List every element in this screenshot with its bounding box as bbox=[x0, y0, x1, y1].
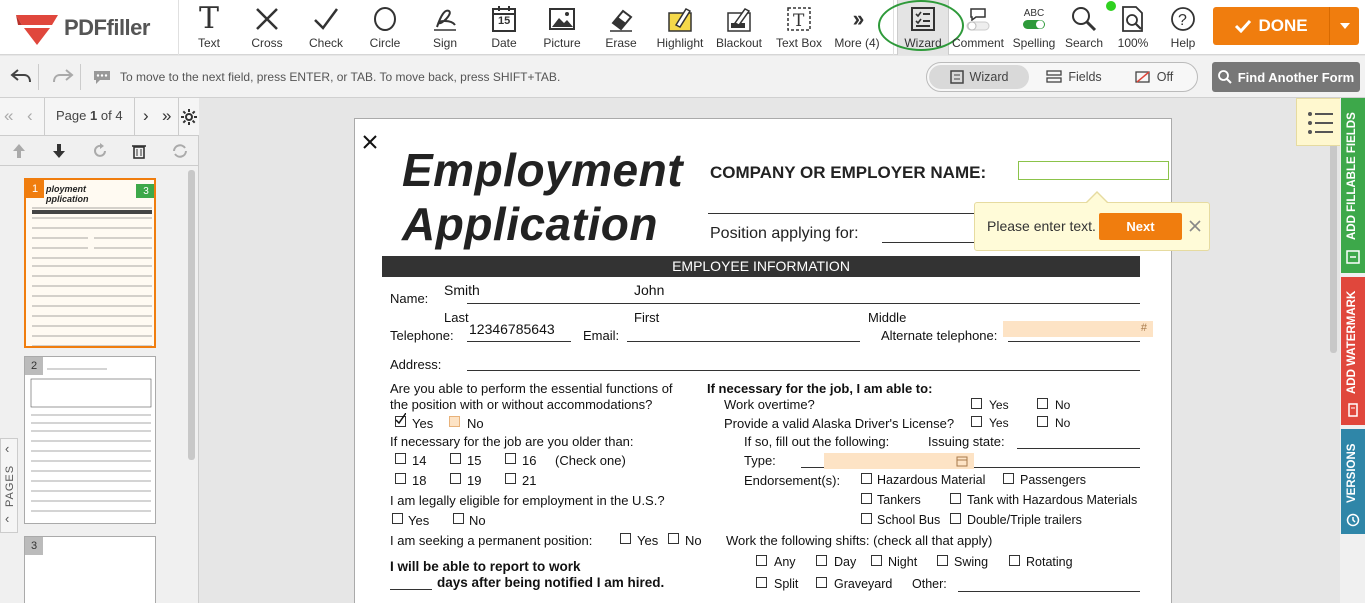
telephone-value[interactable]: 12346785643 bbox=[469, 321, 555, 337]
text-icon: T bbox=[198, 1, 219, 36]
page-indicator-prefix: Page bbox=[56, 108, 87, 123]
close-icon[interactable] bbox=[1189, 220, 1201, 232]
thumbnails-scrollbar[interactable] bbox=[188, 170, 195, 460]
textbox-tool-label: Text Box bbox=[775, 36, 823, 50]
shift-any-label: Any bbox=[774, 555, 796, 569]
help-tool[interactable] bbox=[1160, 0, 1206, 55]
done-main[interactable] bbox=[1213, 7, 1329, 45]
prev-page-button[interactable]: ‹ bbox=[27, 106, 33, 125]
address-label: Address: bbox=[390, 357, 442, 372]
wizard-tool-label: Wizard bbox=[904, 36, 942, 50]
age-21-checkbox[interactable] bbox=[505, 473, 516, 484]
collapse-arrow-icon: ‹ bbox=[5, 511, 10, 526]
more-icon: ›› bbox=[852, 6, 862, 31]
employee-info-header: EMPLOYEE INFORMATION bbox=[382, 256, 1140, 277]
check-icon bbox=[312, 4, 340, 34]
shift-split-label: Split bbox=[774, 577, 799, 591]
help-tool-label: Help bbox=[1170, 36, 1196, 50]
zoom-tool[interactable] bbox=[1110, 0, 1156, 55]
q-eligible: I am legally eligible for employment in the U.S.? bbox=[390, 493, 665, 508]
date-tool[interactable] bbox=[480, 0, 528, 55]
report-line2: days after being notified I am hired. bbox=[437, 575, 665, 590]
report-line1: I will be able to report to work bbox=[390, 559, 581, 574]
shift-other-label: Other: bbox=[912, 577, 947, 591]
license-yes-label: Yes bbox=[989, 416, 1009, 430]
redo-button[interactable] bbox=[52, 68, 74, 89]
delete-page-icon[interactable] bbox=[132, 143, 146, 159]
shifts-label: Work the following shifts: (check all that apply) bbox=[726, 533, 993, 548]
shift-split-checkbox[interactable] bbox=[756, 577, 767, 588]
svg-text:T: T bbox=[793, 11, 805, 31]
license-yes-checkbox[interactable] bbox=[971, 416, 982, 427]
erase-tool[interactable] bbox=[597, 0, 645, 55]
refresh-icon[interactable] bbox=[171, 143, 189, 159]
done-dropdown-toggle[interactable] bbox=[1329, 7, 1359, 45]
overtime-no-label: No bbox=[1055, 398, 1071, 412]
position-label: Position applying for: bbox=[710, 225, 859, 242]
add-fillable-fields-label: ADD FILLABLE FIELDS bbox=[1346, 112, 1358, 240]
blackout-icon bbox=[725, 4, 753, 34]
versions-tab[interactable] bbox=[1341, 429, 1365, 534]
q-permanent: I am seeking a permanent position: bbox=[390, 533, 593, 548]
shift-day-label: Day bbox=[834, 555, 857, 569]
collapse-arrow-icon: ‹ bbox=[5, 441, 10, 456]
fields-mode-icon bbox=[1046, 70, 1062, 84]
form-title-line1: Employment bbox=[402, 144, 684, 196]
page-current-input[interactable]: 1 bbox=[90, 108, 98, 123]
cross-tool-label: Cross bbox=[251, 36, 283, 50]
email-label: Email: bbox=[583, 328, 620, 343]
age-14-label: 14 bbox=[412, 453, 427, 468]
text-tool[interactable] bbox=[185, 0, 233, 55]
move-page-down-icon[interactable] bbox=[52, 143, 66, 159]
mode-off-label: Off bbox=[1156, 70, 1174, 84]
search-tool[interactable] bbox=[1060, 0, 1108, 55]
page-thumbnail-1[interactable] bbox=[24, 178, 156, 348]
find-another-form-button[interactable] bbox=[1212, 62, 1360, 92]
age-18-checkbox[interactable] bbox=[395, 473, 406, 484]
thumbnail-badge: 3 bbox=[136, 184, 156, 198]
page-thumbnail-number: 2 bbox=[25, 357, 43, 375]
calendar-date-number: 15 bbox=[498, 15, 511, 27]
first-name-value[interactable]: John bbox=[634, 282, 665, 298]
top-toolbar bbox=[0, 0, 1365, 55]
endorsement-double-triple-label: Double/Triple trailers bbox=[967, 513, 1082, 527]
eligible-yes-checkbox[interactable] bbox=[392, 513, 403, 524]
spelling-abc: ABC bbox=[1023, 8, 1045, 19]
secondary-toolbar bbox=[0, 56, 1365, 98]
navigation-hint: To move to the next field, press ENTER, or TAB. To move back, press SHIFT+TAB. bbox=[120, 70, 561, 84]
hint-chat-icon bbox=[92, 69, 112, 85]
tooltip-message: Please enter text. bbox=[987, 218, 1096, 234]
shift-swing-label: Swing bbox=[954, 555, 989, 569]
license-no-checkbox[interactable] bbox=[1037, 416, 1048, 427]
mode-fields-label: Fields bbox=[1068, 70, 1102, 84]
mode-switcher bbox=[926, 62, 1198, 92]
age-18-label: 18 bbox=[412, 473, 427, 488]
off-mode-icon bbox=[1135, 70, 1151, 84]
first-page-button[interactable]: « bbox=[4, 106, 14, 125]
sign-icon bbox=[431, 4, 459, 34]
essential-yes-checkbox[interactable] bbox=[395, 416, 406, 427]
endorsement-passengers-checkbox[interactable] bbox=[1003, 473, 1014, 484]
move-page-up-icon[interactable] bbox=[12, 143, 26, 159]
comment-icon bbox=[966, 4, 990, 34]
history-icon bbox=[1346, 513, 1360, 527]
picture-tool-label: Picture bbox=[543, 36, 581, 50]
calendar-icon bbox=[491, 4, 517, 34]
endorsement-double-triple-checkbox[interactable] bbox=[950, 513, 961, 524]
cross-tool[interactable] bbox=[243, 0, 291, 55]
permanent-yes-label: Yes bbox=[637, 533, 659, 548]
right-rail bbox=[1340, 98, 1365, 603]
redo-icon bbox=[52, 68, 74, 84]
comment-tool[interactable] bbox=[952, 0, 1004, 55]
permanent-no-label: No bbox=[685, 533, 702, 548]
essential-yes-label: Yes bbox=[412, 416, 434, 431]
document-scrollbar[interactable] bbox=[1330, 118, 1337, 353]
versions-label: VERSIONS bbox=[1346, 443, 1358, 503]
age-16-checkbox[interactable] bbox=[505, 453, 516, 464]
age-15-checkbox[interactable] bbox=[450, 453, 461, 464]
undo-button[interactable] bbox=[10, 68, 32, 89]
blackout-tool-label: Blackout bbox=[715, 36, 763, 50]
svg-text:?: ? bbox=[1178, 12, 1187, 29]
highlight-tool-label: Highlight bbox=[656, 36, 704, 50]
endorsement-tank-hazmat-checkbox[interactable] bbox=[950, 493, 961, 504]
pages-tab-label: PAGES bbox=[4, 464, 16, 507]
shift-day-checkbox[interactable] bbox=[816, 555, 827, 566]
highlight-tool[interactable] bbox=[656, 0, 704, 55]
endorsement-schoolbus-label: School Bus bbox=[877, 513, 941, 527]
form-title-line2: Application bbox=[402, 198, 658, 250]
erase-tool-label: Erase bbox=[605, 36, 637, 50]
picture-tool[interactable] bbox=[538, 0, 586, 55]
overtime-yes-checkbox[interactable] bbox=[971, 398, 982, 409]
tooltip-next-button[interactable]: Next bbox=[1099, 213, 1182, 240]
age-21-label: 21 bbox=[522, 473, 537, 488]
circle-tool-label: Circle bbox=[369, 36, 401, 50]
blackout-tool[interactable] bbox=[715, 0, 763, 55]
wizard-mode-icon bbox=[950, 70, 964, 84]
rotate-page-icon[interactable] bbox=[92, 143, 108, 159]
gear-icon[interactable] bbox=[181, 109, 197, 125]
undo-icon bbox=[10, 68, 32, 84]
shift-rotating-checkbox[interactable] bbox=[1009, 555, 1020, 566]
find-another-form-label: Find Another Form bbox=[1237, 69, 1355, 85]
zoom-icon bbox=[1120, 4, 1146, 34]
wizard-tool[interactable] bbox=[897, 0, 949, 55]
check-tool[interactable] bbox=[302, 0, 350, 55]
license-type-field[interactable] bbox=[824, 453, 974, 469]
endorsements-label: Endorsement(s): bbox=[744, 473, 841, 488]
shift-night-label: Night bbox=[888, 555, 918, 569]
page-thumbnail-2[interactable] bbox=[24, 356, 156, 524]
thumbnail-content bbox=[28, 204, 156, 348]
alt-phone-label: Alternate telephone: bbox=[881, 328, 998, 343]
age-19-checkbox[interactable] bbox=[450, 473, 461, 484]
permanent-no-checkbox[interactable] bbox=[668, 533, 679, 544]
thumbnail-title: ployment pplication bbox=[46, 184, 89, 204]
thumbnail-content bbox=[27, 365, 156, 515]
q-essential-line1: Are you able to perform the essential functions of bbox=[390, 381, 673, 396]
last-label: Last bbox=[444, 310, 469, 325]
done-label: DONE bbox=[1258, 16, 1308, 35]
endorsement-schoolbus-checkbox[interactable] bbox=[861, 513, 872, 524]
eligible-no-checkbox[interactable] bbox=[453, 513, 464, 524]
check-tool-label: Check bbox=[308, 36, 343, 50]
help-icon bbox=[1170, 4, 1196, 34]
next-page-button[interactable]: › bbox=[143, 106, 149, 125]
eligible-no-label: No bbox=[469, 513, 486, 528]
company-name-field[interactable] bbox=[1018, 161, 1169, 180]
q-essential-line2: the position with or without accommodations? bbox=[390, 397, 653, 412]
comment-tool-label: Comment bbox=[952, 36, 1005, 50]
comment-toggle-icon bbox=[966, 21, 990, 31]
page-indicator bbox=[56, 108, 123, 123]
watermark-icon bbox=[1346, 403, 1360, 417]
cross-icon bbox=[254, 4, 280, 34]
pdffiller-logo[interactable] bbox=[14, 9, 164, 45]
q-older: If necessary for the job are you older than: bbox=[390, 434, 634, 449]
mode-wizard-label: Wizard bbox=[969, 70, 1009, 84]
endorsement-passengers-label: Passengers bbox=[1020, 473, 1087, 487]
document-page bbox=[354, 118, 1172, 603]
endorsement-tankers-label: Tankers bbox=[877, 493, 921, 507]
date-tool-label: Date bbox=[491, 36, 517, 50]
page-thumbnail-3[interactable] bbox=[24, 536, 156, 603]
circle-icon bbox=[372, 4, 398, 34]
add-watermark-label: ADD WATERMARK bbox=[1346, 290, 1358, 394]
page-thumbnail-number: 3 bbox=[25, 537, 43, 555]
logo-text: PDFfiller bbox=[64, 15, 150, 40]
last-name-value[interactable]: Smith bbox=[444, 282, 480, 298]
middle-label: Middle bbox=[868, 310, 907, 325]
document-viewport bbox=[200, 98, 1340, 603]
picture-icon bbox=[548, 4, 576, 34]
search-icon bbox=[1070, 4, 1098, 34]
check-icon bbox=[395, 413, 406, 424]
alt-phone-hash: # bbox=[1140, 322, 1147, 334]
pages-panel bbox=[0, 98, 199, 603]
alt-phone-field[interactable] bbox=[1003, 321, 1153, 337]
eligible-yes-label: Yes bbox=[408, 513, 430, 528]
search-icon bbox=[1218, 70, 1232, 84]
text-tool-label: Text bbox=[197, 36, 220, 50]
calendar-icon bbox=[956, 455, 968, 467]
chevron-down-icon bbox=[1340, 23, 1350, 29]
endorsement-tank-hazmat-label: Tank with Hazardous Materials bbox=[967, 493, 1138, 507]
shift-any-checkbox[interactable] bbox=[756, 555, 767, 566]
search-tool-label: Search bbox=[1064, 36, 1104, 50]
zoom-tool-label: 100% bbox=[1117, 36, 1149, 50]
page-indicator-suffix: of 4 bbox=[100, 108, 123, 123]
pages-panel-toggle[interactable] bbox=[0, 438, 18, 533]
highlight-icon bbox=[666, 4, 694, 34]
mode-off[interactable] bbox=[1119, 65, 1189, 89]
essential-no-label: No bbox=[467, 416, 484, 431]
work-overtime-label: Work overtime? bbox=[724, 397, 815, 412]
age-19-label: 19 bbox=[467, 473, 482, 488]
age-14-checkbox[interactable] bbox=[395, 453, 406, 464]
textbox-tool[interactable] bbox=[773, 0, 825, 55]
shift-swing-checkbox[interactable] bbox=[937, 555, 948, 566]
company-label: COMPANY OR EMPLOYER NAME: bbox=[710, 163, 987, 182]
logo-icon bbox=[14, 11, 60, 45]
shift-graveyard-checkbox[interactable] bbox=[816, 577, 827, 588]
done-check-icon bbox=[1234, 19, 1252, 33]
able-header: If necessary for the job, I am able to: bbox=[707, 381, 933, 396]
overtime-no-checkbox[interactable] bbox=[1037, 398, 1048, 409]
spelling-icon bbox=[1022, 4, 1046, 34]
endorsement-tankers-checkbox[interactable] bbox=[861, 493, 872, 504]
issuing-state-label: Issuing state: bbox=[928, 434, 1005, 449]
wizard-icon bbox=[910, 4, 936, 34]
driver-license-label: Provide a valid Alaska Driver's License? bbox=[724, 416, 955, 431]
type-label: Type: bbox=[744, 453, 776, 468]
endorsement-hazmat-label: Hazardous Material bbox=[877, 473, 986, 487]
close-icon[interactable] bbox=[363, 135, 377, 149]
mode-wizard[interactable] bbox=[929, 65, 1029, 89]
overtime-yes-label: Yes bbox=[989, 398, 1009, 412]
eraser-icon bbox=[607, 4, 635, 34]
circle-tool[interactable] bbox=[361, 0, 409, 55]
done-button[interactable] bbox=[1213, 7, 1359, 45]
fill-following-label: If so, fill out the following: bbox=[744, 434, 890, 449]
license-no-label: No bbox=[1055, 416, 1071, 430]
spelling-tool[interactable] bbox=[1009, 0, 1059, 55]
textbox-icon bbox=[785, 4, 813, 34]
add-watermark-tab[interactable] bbox=[1341, 277, 1365, 425]
wizard-list-button[interactable] bbox=[1296, 98, 1344, 146]
shift-rotating-label: Rotating bbox=[1026, 555, 1073, 569]
age-16-label: 16 bbox=[522, 453, 537, 468]
shift-night-checkbox[interactable] bbox=[871, 555, 882, 566]
name-label: Name: bbox=[390, 291, 429, 306]
spelling-tool-label: Spelling bbox=[1012, 36, 1056, 50]
wizard-tooltip bbox=[974, 202, 1210, 251]
checklist-icon bbox=[1307, 111, 1335, 135]
endorsement-hazmat-checkbox[interactable] bbox=[861, 473, 872, 484]
more-tool-label: More (4) bbox=[834, 36, 880, 50]
more-tool[interactable] bbox=[833, 0, 881, 55]
page-navigation bbox=[0, 98, 199, 136]
permanent-yes-checkbox[interactable] bbox=[620, 533, 631, 544]
telephone-label: Telephone: bbox=[390, 328, 454, 343]
sign-tool[interactable] bbox=[421, 0, 469, 55]
first-label: First bbox=[634, 310, 660, 325]
mode-fields[interactable] bbox=[1029, 65, 1119, 89]
page-tools bbox=[0, 136, 199, 166]
page-thumbnail-number: 1 bbox=[26, 180, 44, 198]
check-one-label: (Check one) bbox=[555, 453, 626, 468]
sign-tool-label: Sign bbox=[432, 36, 458, 50]
shift-graveyard-label: Graveyard bbox=[834, 577, 893, 591]
age-15-label: 15 bbox=[467, 453, 482, 468]
add-fillable-fields-tab[interactable] bbox=[1341, 98, 1365, 273]
fields-icon bbox=[1346, 250, 1360, 264]
essential-no-checkbox[interactable] bbox=[449, 416, 460, 427]
last-page-button[interactable]: » bbox=[162, 106, 172, 125]
